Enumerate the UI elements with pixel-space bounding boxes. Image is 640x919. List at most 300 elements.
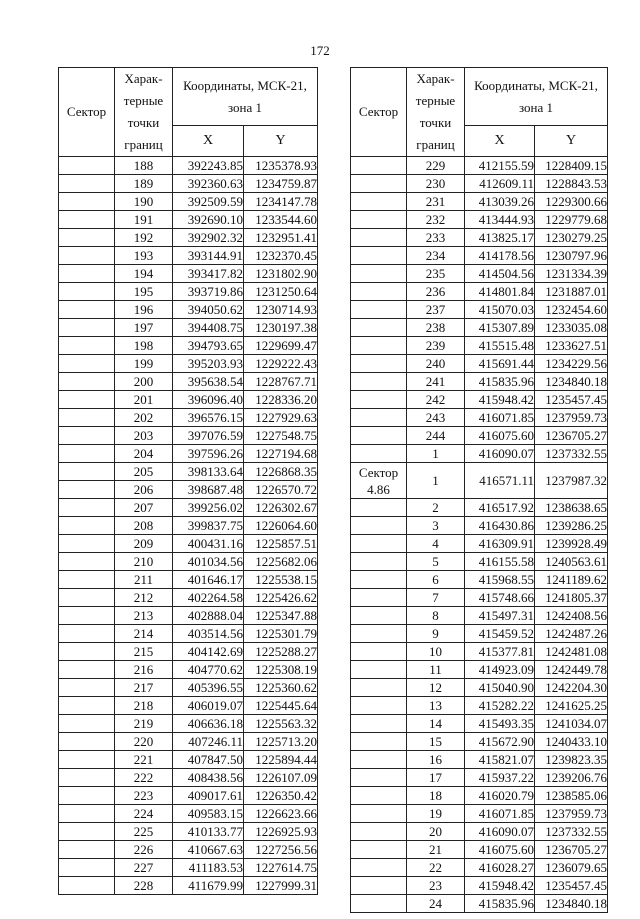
- x-coordinate-cell: 395203.93: [173, 355, 244, 373]
- y-coordinate-cell: 1227614.75: [244, 859, 318, 877]
- x-coordinate-cell: 393144.91: [173, 247, 244, 265]
- table-row: [351, 841, 608, 859]
- point-number-cell: 201: [115, 391, 173, 409]
- table-row: [351, 787, 608, 805]
- sector-cell: [59, 193, 115, 211]
- point-number-cell: 189: [115, 175, 173, 193]
- point-number-cell: 214: [115, 625, 173, 643]
- table-row: [351, 751, 608, 769]
- x-coordinate-cell: 415948.42: [465, 877, 535, 895]
- y-coordinate-cell: 1227999.31: [244, 877, 318, 895]
- table-row: [59, 823, 318, 841]
- point-number-cell: 199: [115, 355, 173, 373]
- point-number-cell: 198: [115, 337, 173, 355]
- x-coordinate-cell: 410667.63: [173, 841, 244, 859]
- sector-cell: [351, 571, 407, 589]
- table-row: [59, 391, 318, 409]
- x-coordinate-cell: 392360.63: [173, 175, 244, 193]
- point-number-cell: 208: [115, 517, 173, 535]
- y-coordinate-cell: 1236079.65: [535, 859, 608, 877]
- table-row: [351, 409, 608, 427]
- sector-cell: [59, 625, 115, 643]
- point-number-cell: 220: [115, 733, 173, 751]
- y-coordinate-cell: 1227548.75: [244, 427, 318, 445]
- x-coordinate-cell: 392902.32: [173, 229, 244, 247]
- table-row: [351, 895, 608, 913]
- x-coordinate-cell: 395638.54: [173, 373, 244, 391]
- coordinates-header: Координаты, МСК-21, зона 1: [465, 68, 608, 126]
- x-coordinate-cell: 393719.86: [173, 283, 244, 301]
- sector-cell: [59, 535, 115, 553]
- table-row: [59, 229, 318, 247]
- points-header: Харак-терные точки границ: [407, 68, 465, 157]
- sector-cell: [351, 697, 407, 715]
- table-row: [351, 355, 608, 373]
- sector-cell: [351, 643, 407, 661]
- table-row: [59, 193, 318, 211]
- y-coordinate-cell: 1229222.43: [244, 355, 318, 373]
- point-number-cell: 242: [407, 391, 465, 409]
- sector-cell: [59, 823, 115, 841]
- y-coordinate-cell: 1242204.30: [535, 679, 608, 697]
- sector-cell: [351, 841, 407, 859]
- sector-cell: [351, 283, 407, 301]
- point-number-cell: 2: [407, 499, 465, 517]
- table-row: [351, 247, 608, 265]
- table-row: [59, 175, 318, 193]
- page-number: 172: [310, 43, 330, 58]
- table-row: [351, 733, 608, 751]
- sector-cell: [59, 571, 115, 589]
- table-row: [351, 769, 608, 787]
- sector-cell: [59, 589, 115, 607]
- x-coordinate-cell: 413825.17: [465, 229, 535, 247]
- sector-cell: [351, 337, 407, 355]
- y-coordinate-cell: 1238638.65: [535, 499, 608, 517]
- x-coordinate-cell: 414923.09: [465, 661, 535, 679]
- point-number-cell: 233: [407, 229, 465, 247]
- point-number-cell: 234: [407, 247, 465, 265]
- sector-cell: [351, 229, 407, 247]
- x-coordinate-cell: 416071.85: [465, 409, 535, 427]
- y-coordinate-cell: 1235457.45: [535, 877, 608, 895]
- sector-cell: [351, 391, 407, 409]
- table-row: [351, 643, 608, 661]
- sector-cell: [59, 445, 115, 463]
- sector-cell: [59, 607, 115, 625]
- table-row: [351, 679, 608, 697]
- sector-cell: [59, 697, 115, 715]
- sector-cell: [351, 319, 407, 337]
- y-coordinate-cell: 1225682.06: [244, 553, 318, 571]
- table-row: [351, 391, 608, 409]
- sector-cell: [59, 715, 115, 733]
- y-coordinate-cell: 1233627.51: [535, 337, 608, 355]
- sector-cell: [351, 859, 407, 877]
- x-coordinate-cell: 414178.56: [465, 247, 535, 265]
- sector-cell: [59, 391, 115, 409]
- table-row: [59, 733, 318, 751]
- y-coordinate-cell: 1237332.55: [535, 823, 608, 841]
- table-row: [351, 319, 608, 337]
- y-coordinate-cell: 1240563.61: [535, 553, 608, 571]
- y-coordinate-cell: 1225301.79: [244, 625, 318, 643]
- point-number-cell: 11: [407, 661, 465, 679]
- table-row: [351, 445, 608, 463]
- point-number-cell: 195: [115, 283, 173, 301]
- table-row: [59, 769, 318, 787]
- point-number-cell: 215: [115, 643, 173, 661]
- y-coordinate-cell: 1234229.56: [535, 355, 608, 373]
- sector-cell: [351, 553, 407, 571]
- x-coordinate-cell: 415672.90: [465, 733, 535, 751]
- x-coordinate-cell: 392243.85: [173, 157, 244, 175]
- y-coordinate-cell: 1228409.15: [535, 157, 608, 175]
- x-coordinate-cell: 416155.58: [465, 553, 535, 571]
- x-coordinate-cell: 401034.56: [173, 553, 244, 571]
- sector-cell: [351, 445, 407, 463]
- y-coordinate-cell: 1241189.62: [535, 571, 608, 589]
- y-coordinate-cell: 1233544.60: [244, 211, 318, 229]
- table-row: [351, 193, 608, 211]
- sector-cell: [59, 787, 115, 805]
- y-coordinate-cell: 1235457.45: [535, 391, 608, 409]
- sector-cell: [351, 895, 407, 913]
- x-coordinate-cell: 408438.56: [173, 769, 244, 787]
- sector-cell: [351, 409, 407, 427]
- x-coordinate-cell: 404770.62: [173, 661, 244, 679]
- table-row: [59, 157, 318, 175]
- point-number-cell: 21: [407, 841, 465, 859]
- x-coordinate-cell: 394408.75: [173, 319, 244, 337]
- x-coordinate-cell: 415377.81: [465, 643, 535, 661]
- sector-cell: [351, 715, 407, 733]
- y-coordinate-cell: 1228843.53: [535, 175, 608, 193]
- y-coordinate-cell: 1225857.51: [244, 535, 318, 553]
- x-coordinate-cell: 414801.84: [465, 283, 535, 301]
- sector-cell: [351, 589, 407, 607]
- sector-cell: [351, 805, 407, 823]
- sector-cell: [351, 679, 407, 697]
- point-number-cell: 227: [115, 859, 173, 877]
- sector-cell: [351, 661, 407, 679]
- x-coordinate-cell: 414504.56: [465, 265, 535, 283]
- table-row: [59, 337, 318, 355]
- x-coordinate-cell: 394793.65: [173, 337, 244, 355]
- y-coordinate-cell: 1242481.08: [535, 643, 608, 661]
- table-row: [351, 517, 608, 535]
- table-row: [59, 211, 318, 229]
- x-coordinate-cell: 415515.48: [465, 337, 535, 355]
- sector-cell: [351, 265, 407, 283]
- table-row: [351, 463, 608, 499]
- x-coordinate-cell: 415493.35: [465, 715, 535, 733]
- point-number-cell: 224: [115, 805, 173, 823]
- sector-cell: [59, 499, 115, 517]
- y-coordinate-cell: 1241034.07: [535, 715, 608, 733]
- table-row: [351, 661, 608, 679]
- sector-cell: [59, 157, 115, 175]
- x-coordinate-cell: 415307.89: [465, 319, 535, 337]
- point-number-cell: 217: [115, 679, 173, 697]
- y-header: Y: [535, 126, 608, 157]
- y-coordinate-cell: 1225894.44: [244, 751, 318, 769]
- table-row: [351, 175, 608, 193]
- y-coordinate-cell: 1239823.35: [535, 751, 608, 769]
- sector-cell: [59, 805, 115, 823]
- y-coordinate-cell: 1236705.27: [535, 841, 608, 859]
- sector-cell: [59, 319, 115, 337]
- y-coordinate-cell: 1234840.18: [535, 895, 608, 913]
- y-coordinate-cell: 1230279.25: [535, 229, 608, 247]
- x-coordinate-cell: 398133.64: [173, 463, 244, 481]
- y-coordinate-cell: 1231887.01: [535, 283, 608, 301]
- sector-cell: [59, 211, 115, 229]
- sector-cell: [351, 823, 407, 841]
- table-row: [351, 877, 608, 895]
- sector-cell: [59, 733, 115, 751]
- table-row: [351, 157, 608, 175]
- point-number-cell: 192: [115, 229, 173, 247]
- point-number-cell: 5: [407, 553, 465, 571]
- x-coordinate-cell: 411679.99: [173, 877, 244, 895]
- x-coordinate-cell: 415835.96: [465, 373, 535, 391]
- x-coordinate-cell: 413039.26: [465, 193, 535, 211]
- table-row: [59, 625, 318, 643]
- sector-cell: [59, 301, 115, 319]
- x-coordinate-cell: 415748.66: [465, 589, 535, 607]
- y-coordinate-cell: 1225426.62: [244, 589, 318, 607]
- sector-cell: [59, 175, 115, 193]
- point-number-cell: 18: [407, 787, 465, 805]
- point-number-cell: 237: [407, 301, 465, 319]
- x-coordinate-cell: 404142.69: [173, 643, 244, 661]
- y-coordinate-cell: 1242449.78: [535, 661, 608, 679]
- table-row: [59, 499, 318, 517]
- point-number-cell: 8: [407, 607, 465, 625]
- table-row: [59, 535, 318, 553]
- point-number-cell: 13: [407, 697, 465, 715]
- y-coordinate-cell: 1225538.15: [244, 571, 318, 589]
- point-number-cell: 19: [407, 805, 465, 823]
- y-coordinate-cell: 1231802.90: [244, 265, 318, 283]
- point-number-cell: 197: [115, 319, 173, 337]
- point-number-cell: 12: [407, 679, 465, 697]
- table-row: [59, 661, 318, 679]
- y-coordinate-cell: 1225360.62: [244, 679, 318, 697]
- y-coordinate-cell: 1242408.56: [535, 607, 608, 625]
- table-row: [59, 715, 318, 733]
- point-number-cell: 204: [115, 445, 173, 463]
- table-row: [59, 517, 318, 535]
- table-row: [59, 409, 318, 427]
- point-number-cell: 205: [115, 463, 173, 481]
- y-coordinate-cell: 1237959.73: [535, 805, 608, 823]
- point-number-cell: 3: [407, 517, 465, 535]
- table-row: [351, 823, 608, 841]
- y-coordinate-cell: 1234759.87: [244, 175, 318, 193]
- sector-cell: [351, 427, 407, 445]
- table-row: [351, 625, 608, 643]
- sector-cell: [59, 373, 115, 391]
- sector-cell: [351, 247, 407, 265]
- y-coordinate-cell: 1239286.25: [535, 517, 608, 535]
- x-coordinate-cell: 416075.60: [465, 841, 535, 859]
- sector-cell: [59, 877, 115, 895]
- coordinates-table-right: [350, 67, 608, 913]
- sector-cell: [59, 337, 115, 355]
- x-coordinate-cell: 409583.15: [173, 805, 244, 823]
- y-coordinate-cell: 1239206.76: [535, 769, 608, 787]
- table-row: [59, 265, 318, 283]
- point-number-cell: 228: [115, 877, 173, 895]
- y-coordinate-cell: 1229699.47: [244, 337, 318, 355]
- x-coordinate-cell: 410133.77: [173, 823, 244, 841]
- sector-cell: [351, 301, 407, 319]
- sector-cell: [59, 661, 115, 679]
- sector-cell: [351, 211, 407, 229]
- y-coordinate-cell: 1236705.27: [535, 427, 608, 445]
- y-coordinate-cell: 1228767.71: [244, 373, 318, 391]
- y-coordinate-cell: 1232370.45: [244, 247, 318, 265]
- x-coordinate-cell: 415282.22: [465, 697, 535, 715]
- y-coordinate-cell: 1226623.66: [244, 805, 318, 823]
- y-coordinate-cell: 1226925.93: [244, 823, 318, 841]
- point-number-cell: 1: [407, 463, 465, 499]
- sector-cell: [351, 355, 407, 373]
- table-row: [59, 607, 318, 625]
- x-coordinate-cell: 415937.22: [465, 769, 535, 787]
- point-number-cell: 226: [115, 841, 173, 859]
- x-coordinate-cell: 396576.15: [173, 409, 244, 427]
- point-number-cell: 207: [115, 499, 173, 517]
- x-coordinate-cell: 402264.58: [173, 589, 244, 607]
- point-number-cell: 218: [115, 697, 173, 715]
- x-coordinate-cell: 411183.53: [173, 859, 244, 877]
- sector-cell: [351, 517, 407, 535]
- x-coordinate-cell: 416309.91: [465, 535, 535, 553]
- table-row: [59, 697, 318, 715]
- x-coordinate-cell: 407847.50: [173, 751, 244, 769]
- table-row: [351, 229, 608, 247]
- point-number-cell: 16: [407, 751, 465, 769]
- point-number-cell: 190: [115, 193, 173, 211]
- y-coordinate-cell: 1225563.32: [244, 715, 318, 733]
- y-coordinate-cell: 1230197.38: [244, 319, 318, 337]
- y-coordinate-cell: 1237332.55: [535, 445, 608, 463]
- sector-cell: [59, 841, 115, 859]
- x-coordinate-cell: 416020.79: [465, 787, 535, 805]
- point-number-cell: 239: [407, 337, 465, 355]
- x-coordinate-cell: 416071.85: [465, 805, 535, 823]
- table-row: [351, 427, 608, 445]
- table-row: [59, 679, 318, 697]
- point-number-cell: 206: [115, 481, 173, 499]
- coordinates-table-left: [58, 67, 318, 895]
- point-number-cell: 225: [115, 823, 173, 841]
- table-row: [59, 247, 318, 265]
- point-number-cell: 222: [115, 769, 173, 787]
- table-row: [59, 481, 318, 499]
- sector-cell: [59, 769, 115, 787]
- point-number-cell: 243: [407, 409, 465, 427]
- table-row: [59, 643, 318, 661]
- table-row: [59, 859, 318, 877]
- point-number-cell: 244: [407, 427, 465, 445]
- y-coordinate-cell: 1234840.18: [535, 373, 608, 391]
- point-number-cell: 14: [407, 715, 465, 733]
- sector-cell: [59, 679, 115, 697]
- point-number-cell: 7: [407, 589, 465, 607]
- sector-cell: [59, 229, 115, 247]
- point-number-cell: 219: [115, 715, 173, 733]
- sector-cell: [59, 409, 115, 427]
- point-number-cell: 10: [407, 643, 465, 661]
- y-coordinate-cell: 1239928.49: [535, 535, 608, 553]
- point-number-cell: 210: [115, 553, 173, 571]
- point-number-cell: 240: [407, 355, 465, 373]
- x-coordinate-cell: 405396.55: [173, 679, 244, 697]
- sector-cell: [351, 193, 407, 211]
- point-number-cell: 241: [407, 373, 465, 391]
- sector-cell: [351, 877, 407, 895]
- y-coordinate-cell: 1226570.72: [244, 481, 318, 499]
- table-row: [351, 283, 608, 301]
- y-coordinate-cell: 1238585.06: [535, 787, 608, 805]
- point-number-cell: 193: [115, 247, 173, 265]
- sector-cell: [59, 481, 115, 499]
- points-header: Харак-терные точки границ: [115, 68, 173, 157]
- point-number-cell: 209: [115, 535, 173, 553]
- y-coordinate-cell: 1225713.20: [244, 733, 318, 751]
- sector-cell: [351, 751, 407, 769]
- x-coordinate-cell: 415968.55: [465, 571, 535, 589]
- sector-cell: Сектор 4.86: [351, 463, 407, 499]
- point-number-cell: 17: [407, 769, 465, 787]
- x-coordinate-cell: 416430.86: [465, 517, 535, 535]
- sector-cell: [351, 787, 407, 805]
- sector-cell: [59, 355, 115, 373]
- point-number-cell: 202: [115, 409, 173, 427]
- point-number-cell: 188: [115, 157, 173, 175]
- table-row: [351, 301, 608, 319]
- table-row: [351, 265, 608, 283]
- point-number-cell: 15: [407, 733, 465, 751]
- sector-cell: [351, 535, 407, 553]
- y-coordinate-cell: 1225288.27: [244, 643, 318, 661]
- y-coordinate-cell: 1226302.67: [244, 499, 318, 517]
- y-header: Y: [244, 126, 318, 157]
- y-coordinate-cell: 1237987.32: [535, 463, 608, 499]
- point-number-cell: 203: [115, 427, 173, 445]
- x-coordinate-cell: 393417.82: [173, 265, 244, 283]
- y-coordinate-cell: 1230714.93: [244, 301, 318, 319]
- table-row: [351, 499, 608, 517]
- x-coordinate-cell: 416571.11: [465, 463, 535, 499]
- table-row: [351, 211, 608, 229]
- sector-cell: [59, 517, 115, 535]
- point-number-cell: 6: [407, 571, 465, 589]
- y-coordinate-cell: 1234147.78: [244, 193, 318, 211]
- table-row: [59, 463, 318, 481]
- point-number-cell: 230: [407, 175, 465, 193]
- table-row: [59, 787, 318, 805]
- y-coordinate-cell: 1226064.60: [244, 517, 318, 535]
- y-coordinate-cell: 1229300.66: [535, 193, 608, 211]
- x-coordinate-cell: 415070.03: [465, 301, 535, 319]
- y-coordinate-cell: 1229779.68: [535, 211, 608, 229]
- y-coordinate-cell: 1226107.09: [244, 769, 318, 787]
